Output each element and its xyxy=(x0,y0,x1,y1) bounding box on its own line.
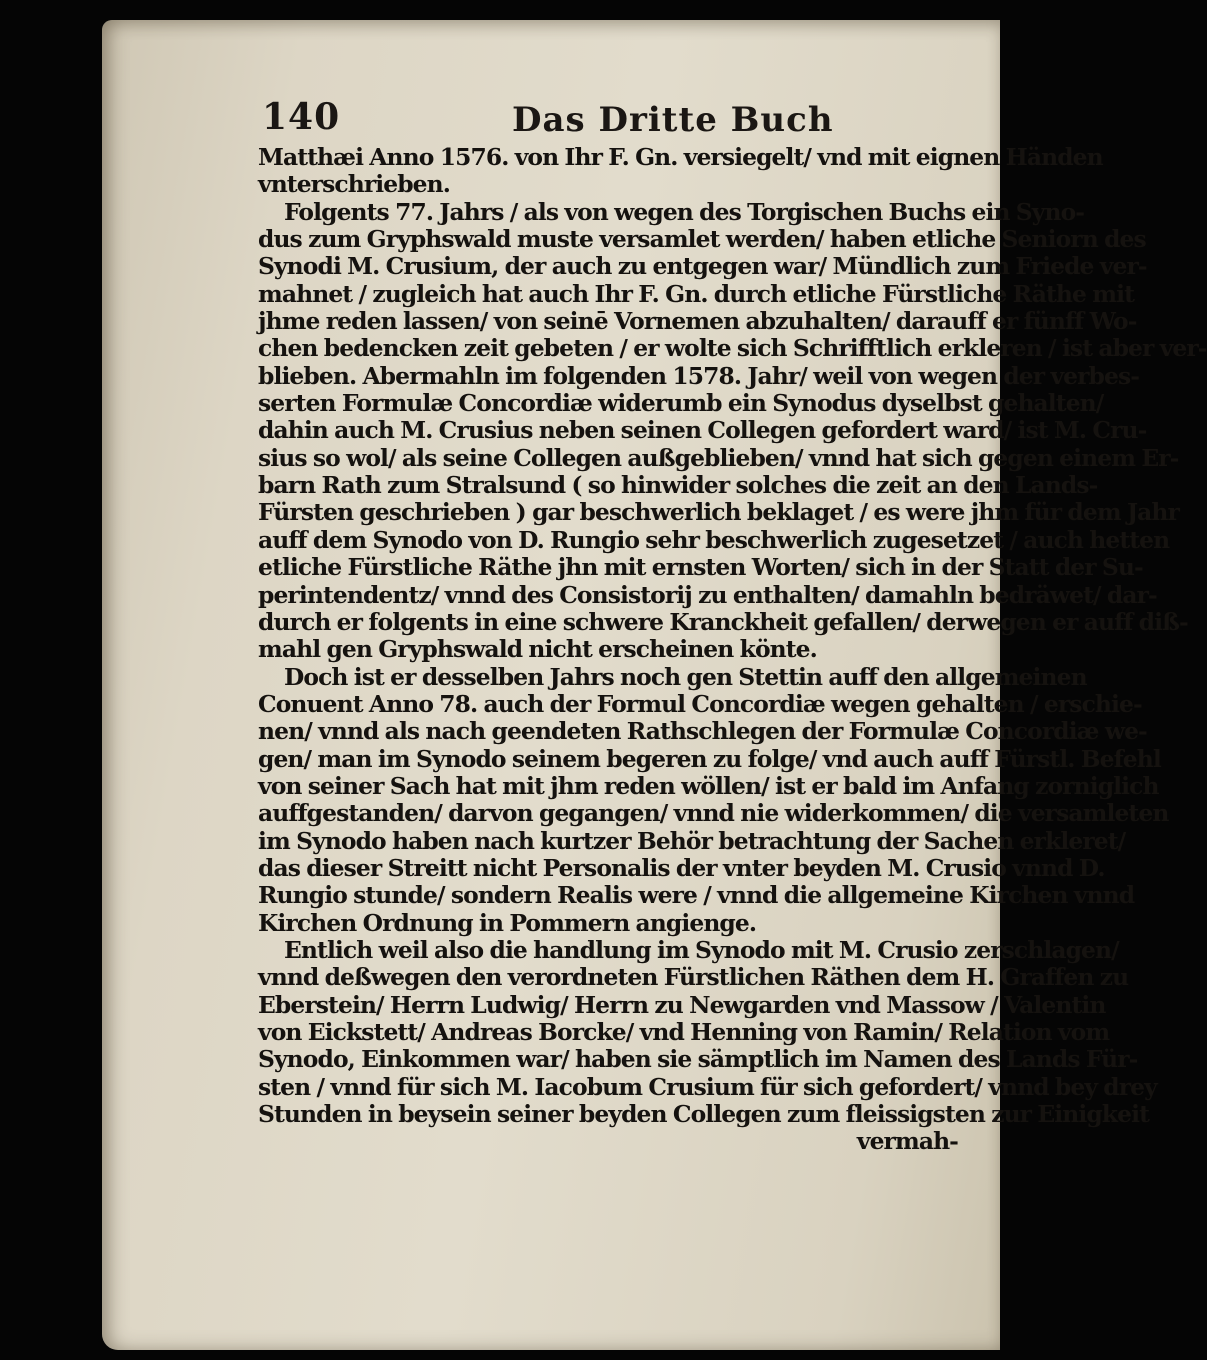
catchword: vermah- xyxy=(856,1127,958,1156)
text-line: durch er folgents in eine schwere Kranckheit gefallen/ derwegen er auff diß- xyxy=(258,607,1188,636)
text-line: dahin auch M. Crusius neben seinen Collegen gefordert ward/ ist M. Cru- xyxy=(258,416,1147,445)
text-line: das dieser Streitt nicht Personalis der vnter beyden M. Crusio vnnd D. xyxy=(258,853,1105,882)
page-header xyxy=(262,96,982,150)
text-line: auffgestanden/ darvon gegangen/ vnnd nie widerkommen/ die versamleten xyxy=(258,799,1169,828)
text-line: mahl gen Gryphswald nicht erscheinen könte. xyxy=(258,635,817,664)
text-line: Synodo, Einkommen war/ haben sie sämptlich im Namen des Lands Für- xyxy=(258,1045,1138,1074)
text-line: von Eickstett/ Andreas Borcke/ vnd Henning von Ramin/ Relation vom xyxy=(258,1018,1110,1046)
body-text xyxy=(258,143,1207,1156)
text-line: im Synodo haben nach kurtzer Behör betrachtung der Sachen erkleret/ xyxy=(258,826,1126,855)
text-line: perintendentz/ vnnd des Consistorij zu enthalten/ damahln bedräwet/ dar- xyxy=(258,580,1157,609)
text-line: chen bedencken zeit gebeten / er wolte sich Schrifftlich erkleren / ist aber ver- xyxy=(258,334,1207,363)
page-number: 140 xyxy=(262,96,341,138)
text-line: barn Rath zum Stralsund ( so hinwider solches die zeit an den Lands- xyxy=(258,471,1098,500)
text-line: vnterschrieben. xyxy=(258,170,451,199)
text-line: vnnd deßwegen den verordneten Fürstlichen Räthen dem H. Graffen zu xyxy=(258,963,1129,992)
text-line: Synodi M. Crusium, der auch zu entgegen war/ Mündlich zum Friede ver- xyxy=(258,252,1147,281)
paragraph-start-line: Doch ist er desselben Jahrs noch gen Stettin auff den allgemeinen xyxy=(284,662,1087,691)
text-line: jhme reden lassen/ von seinē Vornemen abzuhalten/ darauff er fünff Wo- xyxy=(258,307,1137,336)
text-line: Stunden in beysein seiner beyden Collegen zum fleissigsten zur Einigkeit xyxy=(258,1100,1149,1129)
text-line: sten / vnnd für sich M. Iacobum Crusium für sich gefordert/ vnnd bey drey xyxy=(258,1072,1157,1101)
paragraph-start-line: Entlich weil also die handlung im Synodo mit M. Crusio zerschlagen/ xyxy=(284,935,1119,964)
text-line: Conuent Anno 78. auch der Formul Concordiæ wegen gehalten / erschie- xyxy=(258,689,1142,718)
text-line: Matthæi Anno 1576. von Ihr F. Gn. versiegelt/ vnd mit eignen Händen xyxy=(258,143,1103,171)
text-line: von seiner Sach hat mit jhm reden wöllen/ ist er bald im Anfang zorniglich xyxy=(258,771,1159,800)
running-head: Das Dritte Buch xyxy=(512,100,834,140)
text-line: gen/ man im Synodo seinem begeren zu folge/ vnd auch auff Fürstl. Befehl xyxy=(258,744,1161,773)
text-line: Kirchen Ordnung in Pommern angienge. xyxy=(258,908,757,937)
text-line: etliche Fürstliche Räthe jhn mit ernsten Worten/ sich in der Statt der Su- xyxy=(258,553,1143,582)
text-line: Eberstein/ Herrn Ludwig/ Herrn zu Newgarden vnd Massow / Valentin xyxy=(258,990,1106,1019)
paragraph-start-line: Folgents 77. Jahrs / als von wegen des Torgischen Buchs ein Syno- xyxy=(284,197,1085,226)
text-line: serten Formulæ Concordiæ widerumb ein Synodus dyselbst gehalten/ xyxy=(258,389,1104,418)
text-line: auff dem Synodo von D. Rungio sehr beschwerlich zugesetzet / auch hetten xyxy=(258,525,1170,554)
text-line: mahnet / zugleich hat auch Ihr F. Gn. durch etliche Fürstliche Räthe mit xyxy=(258,279,1134,308)
text-line: Rungio stunde/ sondern Realis were / vnnd die allgemeine Kirchen vnnd xyxy=(258,881,1135,910)
text-line: nen/ vnnd als nach geendeten Rathschlegen der Formulæ Concordiæ we- xyxy=(258,717,1147,746)
text-line: sius so wol/ als seine Collegen außgeblieben/ vnnd hat sich gegen einem Er- xyxy=(258,443,1179,472)
text-line: Fürsten geschrieben ) gar beschwerlich beklaget / es were jhm für dem Jahr xyxy=(258,498,1179,527)
text-line: dus zum Gryphswald muste versamlet werden/ haben etliche Seniorn des xyxy=(258,225,1146,254)
text-line: blieben. Abermahln im folgenden 1578. Jahr/ weil von wegen der verbes- xyxy=(258,361,1140,390)
